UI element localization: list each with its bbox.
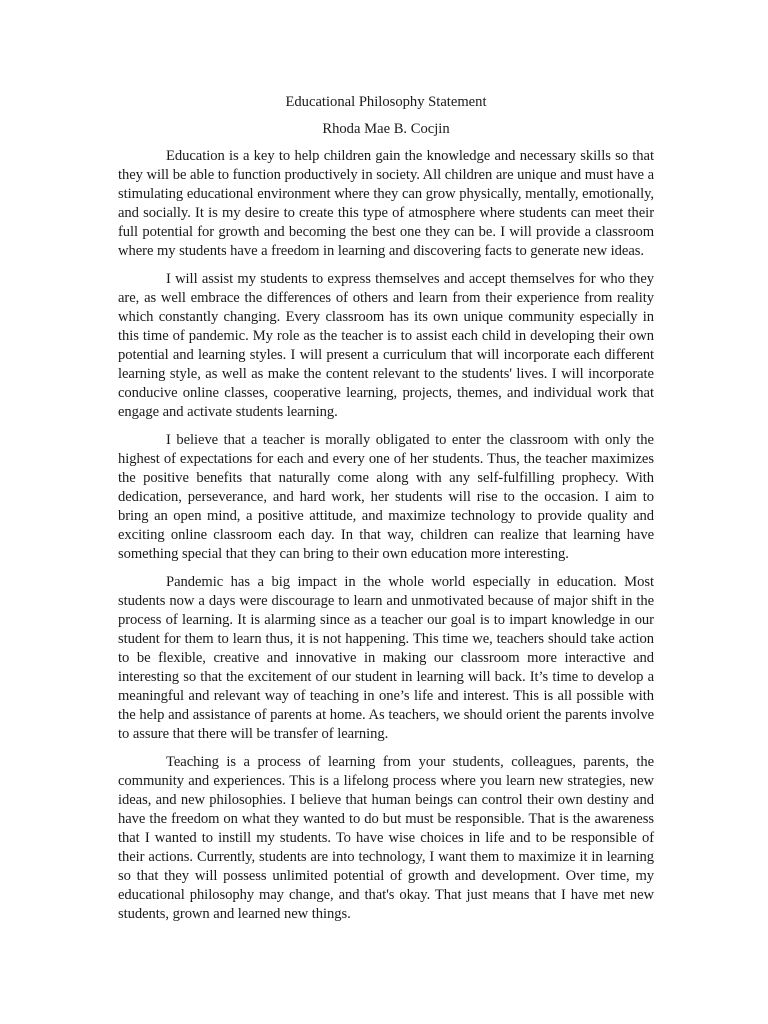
paragraph-1: Education is a key to help children gain the knowledge and necessary skills so that they will be able to function productively in society. All children are unique and must have a stimulating educational environment where they can grow physically, mentally, emotionally, and socially. It is my desire to create this type of atmosphere where students can meet their full potential for growth and becoming the best one they can be. I will provide a classroom where my students have a freedom in learning and discovering facts to generate new ideas. (118, 148, 654, 259)
document-author: Rhoda Mae B. Cocjin (322, 121, 450, 137)
paragraph-4: Pandemic has a big impact in the whole world especially in education. Most students now a days were discourage to learn and unmotivated because of major shift in the process of learning. It is alarming since as a teacher our goal is to impart knowledge in our student for them to learn thus, it is not happening. This time we, teachers should take action to be flexible, creative and innovative in making our classroom more interactive and interesting so that the excitement of our student in learning will back. It’s time to develop a meaningful and relevant way of teaching in one’s life and interest. This is all possible with the help and assistance of parents at home. As teachers, we should orient the parents involve to assure that there will be transfer of learning. (118, 574, 654, 742)
document-title: Educational Philosophy Statement (285, 94, 487, 110)
paragraph-5: Teaching is a process of learning from your students, colleagues, parents, the community and experiences. This is a lifelong process where you learn new strategies, new ideas, and new philosophies. I believe that human beings can control their own destiny and have the freedom on what they wanted to do but must be responsible. That is the awareness that I wanted to instill my students. To have wise choices in life and to be responsible of their actions. Currently, students are into technology, I want them to maximize it in learning so that they will possess unlimited potential of growth and development. Over time, my educational philosophy may change, and that's okay. That just means that I have met new students, grown and learned new things. (118, 754, 654, 922)
paragraph-2: I will assist my students to express themselves and accept themselves for who they are, as well embrace the differences of others and learn from their experience from reality which constantly changing. Every classroom has its own unique community especially in this time of pandemic. My role as the teacher is to assist each child in developing their own potential and learning styles. I will present a curriculum that will incorporate each different learning style, as well as make the content relevant to the students' lives. I will incorporate conducive online classes, cooperative learning, projects, themes, and individual work that engage and activate students learning. (118, 271, 654, 420)
paragraph-3: I believe that a teacher is morally obligated to enter the classroom with only the highest of expectations for each and every one of her students. Thus, the teacher maximizes the positive benefits that naturally come along with any self-fulfilling prophecy. With dedication, perseverance, and hard work, her students will rise to the occasion. I aim to bring an open mind, a positive attitude, and maximize technology to provide quality and exciting online classroom each day. In that way, children can realize that learning have something special that they can bring to their own education more interesting. (118, 432, 654, 562)
